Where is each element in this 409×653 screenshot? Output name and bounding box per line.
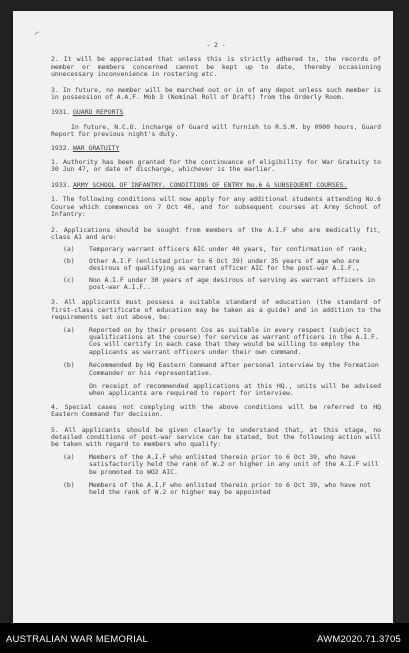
section-1933-p5: 5. All applicants should be given clearly to understand that, at this stage, no detailed conditions of post-war service can be stated, but the following action will be taken with regard to members who qualify: bbox=[51, 425, 381, 449]
list-item: (a) Temporary warrant officers AIC under 40 years, for confirmation of rank; bbox=[63, 245, 368, 254]
footer-accession-number: AWM2020.71.3705 bbox=[317, 634, 401, 645]
list-item: (a) Reported on by their present Cos as suitable in every respect (subject to qualifications at the course) for service as warrant officers in the A.I.F. Cos will certify in each case that they would be willing to employ the applicants as warrant officers under their own command. bbox=[63, 325, 379, 356]
section-1933-p3: 3. All applicants must possess a suitable standard of education (the standard of first-class certificate of education may be taken as a guide) and in addition to the requirements set out above, be: bbox=[51, 298, 381, 322]
section-1931-text: In future, N.C.O. incharge of Guard will furnish to R.S.M. by 0900 hours, Guard Report for previous night's duty. bbox=[51, 122, 381, 139]
pen-mark: ⌐ bbox=[33, 28, 42, 40]
section-1933-p4: 4. Special cases not complying with the above conditions will be referred to HQ Eastern Command for decision. bbox=[51, 402, 381, 419]
section-number: 1933. bbox=[51, 180, 71, 189]
list-item: (b) Other A.I.F (enlisted prior to 6 Oct 39) under 35 years of age who are desirous of qualifying as warrant officer AIC for the post-war A.I.F., bbox=[63, 256, 360, 273]
section-number: 1932. bbox=[51, 143, 71, 152]
section-1931-heading bbox=[51, 109, 381, 116]
paragraph-3: 3. In future, no member will be marched out or in of any depot unless such member is in possession of A.A.F. Mob 3 (Nominal Roll of Draft) from the Orderly Room. bbox=[51, 85, 381, 102]
section-1933-heading bbox=[51, 182, 381, 189]
section-1933-p2: 2. Applications should be sought from members of the A.I.F who are medically fit, class A1 and are: bbox=[51, 225, 381, 241]
list-item: (c) Non A.I.F under 30 years of age desirous of serving as warrant officers in post-war A.I.F.. bbox=[63, 275, 375, 291]
document-body bbox=[51, 42, 381, 501]
paragraph-2: 2. It will be appreciated that unless this is strictly adhered to, the records of member or members concerned cannot be kept up to date, thereby occasioning unnecessary inconvenience in rostering etc. bbox=[51, 55, 381, 79]
list-item: (b) Members of the A.I.F who enlisted therein prior to 6 Oct 39, who have not held the rank of W.2 or higher may be appointed bbox=[63, 481, 372, 497]
section-title: ARMY SCHOOL OF INFANTRY. CONDITIONS OF ENTRY No.6 & SUBSEQUENT COURSES. bbox=[73, 180, 348, 189]
section-1932-text: 1. Authority has been granted for the continuance of eligibility for War Gratuity to 30 Jun 47, or date of discharge, whichever is the earlier. bbox=[51, 158, 381, 174]
list-item: (a) Members of the A.I.F who enlisted therein prior to 6 Oct 39, who have satisfactorily held the rank of W.2 or higher in any unit of the A.I.F will be promoted to WO2 AIC. bbox=[63, 452, 379, 476]
section-1933-p1: 1. The following conditions will now apply for any additional students attending No.6 Course which commences on 7 Oct 46, and for subsequent courses at Army School of Infantry: bbox=[51, 195, 381, 219]
footer-bar bbox=[0, 623, 409, 653]
section-title: WAR GRATUITY bbox=[73, 143, 120, 152]
section-title: GUARD REPORTS bbox=[73, 108, 124, 117]
footer-institution: AUSTRALIAN WAR MEMORIAL bbox=[6, 634, 149, 645]
section-1933-note: On receipt of recommended applications at this HQ., units will be advised when applicants are required to report for interview. bbox=[89, 382, 381, 398]
list-item: (b) Recommended by HQ Eastern Command after personal interview by the Formation Commander or his representative. bbox=[63, 361, 379, 377]
section-1932-heading bbox=[51, 145, 381, 152]
section-number: 1931. bbox=[51, 108, 71, 117]
document-page bbox=[13, 11, 393, 623]
page-number: - 2 - bbox=[206, 41, 226, 49]
